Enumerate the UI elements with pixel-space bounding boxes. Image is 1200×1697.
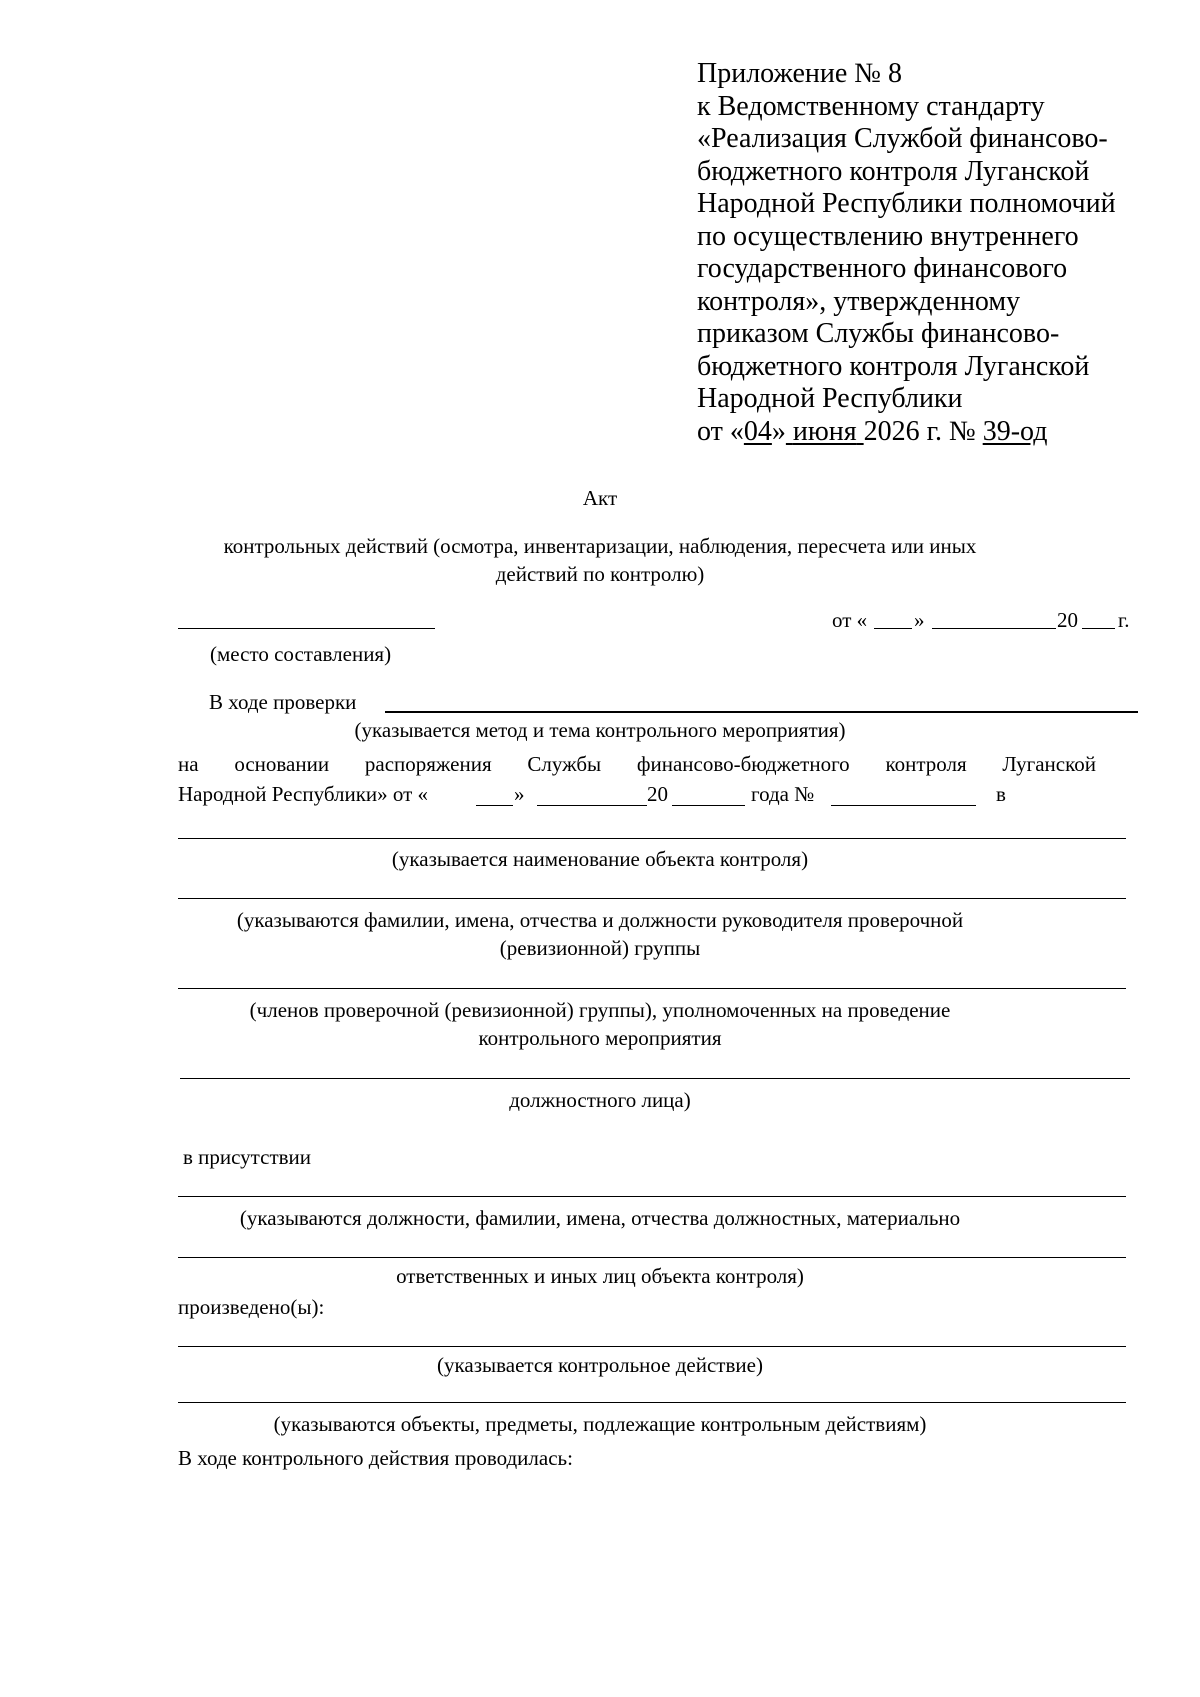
basis-number-blank <box>831 805 976 806</box>
basis-year-word: года № <box>751 782 815 806</box>
basis-month-blank <box>537 805 647 806</box>
appendix-line: к Ведомственному стандарту <box>697 90 1045 122</box>
appendix-line: бюджетного контроля Луганской <box>697 350 1090 382</box>
order-day: 04 <box>743 415 772 447</box>
order-month <box>786 416 864 447</box>
act-day-blank <box>874 628 912 629</box>
appendix-header <box>697 58 1177 448</box>
basis-quote-close: » <box>514 782 525 806</box>
act-year-suffix: г. <box>1118 608 1130 632</box>
appendix-line: контроля», утвержденному <box>697 285 1021 317</box>
presence-label: в присутствии <box>183 1145 312 1169</box>
basis-line-2-start: Народной Республики» от « <box>178 782 429 806</box>
objects-label: (указываются объекты, предметы, подлежащие контрольным действиям) <box>273 1412 927 1436</box>
basis-century: 20 <box>647 782 668 806</box>
act-month-blank <box>932 628 1056 629</box>
object-blank <box>178 838 1126 839</box>
appendix-line: Народной Республики полномочий <box>697 188 1116 219</box>
act-year-blank <box>1082 628 1115 629</box>
objects-blank <box>178 1402 1126 1403</box>
action-label: (указывается контрольное действие) <box>437 1353 763 1377</box>
appendix-line: «Реализация Службой финансово- <box>697 123 1108 154</box>
place-blank <box>178 628 435 629</box>
official-blank <box>180 1078 1130 1079</box>
members-label-line-1: (членов проверочной (ревизионной) группы), уполномоченных на проведение <box>249 998 951 1022</box>
method-blank <box>385 711 1138 713</box>
appendix-line: государственного финансового <box>697 253 1068 284</box>
act-date-quote-close: » <box>914 608 925 632</box>
basis-year-blank <box>672 805 745 806</box>
subtitle-line-2: действий по контролю) <box>495 562 705 586</box>
members-label-line-2: контрольного мероприятия <box>478 1026 722 1050</box>
basis-day-blank <box>476 805 513 806</box>
persons-label-line-2: ответственных и иных лиц объекта контроля) <box>396 1264 804 1288</box>
persons-blank-2 <box>178 1257 1126 1258</box>
inspection-prefix: В ходе проверки <box>209 690 357 714</box>
order-month-text: июня <box>792 415 857 447</box>
official-label: должностного лица) <box>509 1088 691 1112</box>
performed-label: произведено(ы): <box>178 1295 325 1319</box>
appendix-line: бюджетного контроля Луганской <box>697 155 1090 187</box>
subtitle-line-1: контрольных действий (осмотра, инвентаризации, наблюдения, пересчета или иных <box>223 534 977 558</box>
quote-close: » <box>771 415 786 447</box>
date-prefix: от « <box>697 415 744 447</box>
basis-in-word: в <box>996 782 1006 806</box>
appendix-line: Приложение № 8 <box>697 58 902 89</box>
order-year: 2026 г. № <box>863 415 976 447</box>
document-title: Акт <box>582 486 618 510</box>
leader-label-line-2: (ревизионной) группы <box>499 936 701 960</box>
object-label: (указывается наименование объекта контроля) <box>391 847 809 871</box>
appendix-line: приказом Службы финансово- <box>697 318 1060 349</box>
basis-line-1: на основании распоряжения Службы финансово-бюджетного контроля Луганской <box>178 752 1096 776</box>
place-label: (место составления) <box>210 642 392 666</box>
act-date-prefix: от « <box>832 608 868 632</box>
leader-blank <box>178 898 1126 899</box>
order-number: 39-од <box>982 415 1048 447</box>
appendix-line: Народной Республики <box>697 383 963 414</box>
appendix-date-line <box>697 416 1177 449</box>
method-label: (указывается метод и тема контрольного мероприятия) <box>354 718 846 742</box>
action-blank <box>178 1346 1126 1347</box>
during-label: В ходе контрольного действия проводилась: <box>178 1446 573 1470</box>
members-blank <box>178 988 1126 989</box>
appendix-line: по осуществлению внутреннего <box>697 220 1079 252</box>
persons-blank-1 <box>178 1196 1126 1197</box>
act-century: 20 <box>1057 608 1078 632</box>
persons-label-line-1: (указываются должности, фамилии, имена, отчества должностных, материально <box>239 1206 961 1230</box>
leader-label-line-1: (указываются фамилии, имена, отчества и должности руководителя проверочной <box>236 908 964 932</box>
